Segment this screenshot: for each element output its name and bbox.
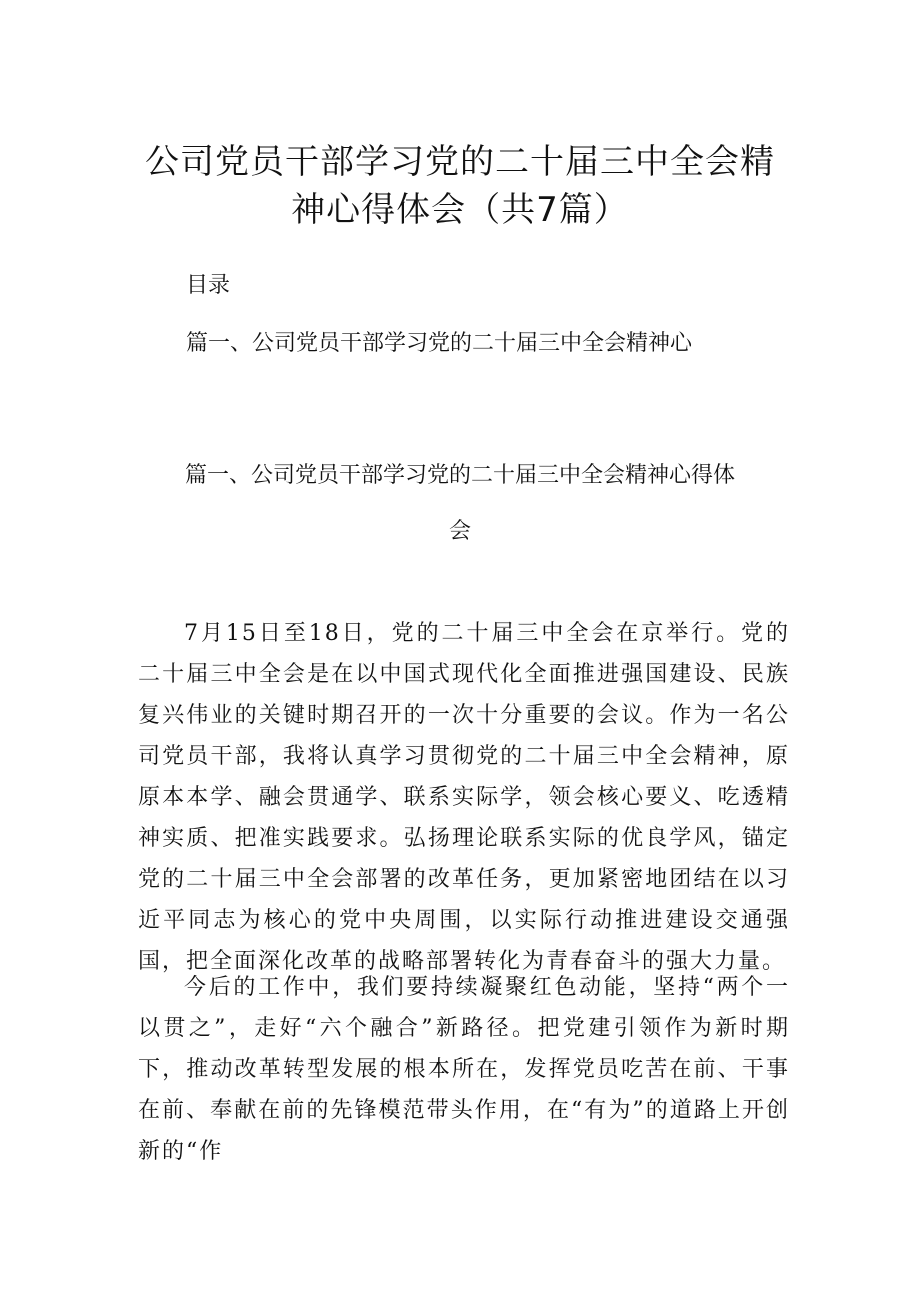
body-paragraph-2: 今后的工作中，我们要持续凝聚红色动能，坚持“两个一以贯之”，走好“六个融合”新路径。把党建引领作为新时期下，推动改革转型发展的根本所在，发挥党员吃苦在前、干事在前、奉献在前的先锋模范带头作用，在“有为”的道路上开创新的“作 [138,975,790,1164]
document-title-line-1: 公司党员干部学习党的二十届三中全会精 [145,142,775,182]
section-heading-line-1: 篇一、公司党员干部学习党的二十届三中全会精神心得体 [184,463,735,488]
document-title-line-2: 神心得体会（共7篇） [291,190,629,230]
body-paragraph-1: 7月15日至18日，党的二十届三中全会在京举行。党的二十届三中全会是在以中国式现代化全面推进强国建设、民族复兴伟业的关键时期召开的一次十分重要的会议。作为一名公司党员干部，我将认真学习贯彻党的二十届三中全会精神，原原本本学、融会贯通学、联系实际学，领会核心要义、吃透精神实质、把准实践要求。弘扬理论联系实际的优良学风，锚定党的二十届三中全会部署的改革任务，更加紧密地团结在以习近平同志为核心的党中央周围，以实际行动推进建设交通强国，把全面深化改革的战略部署转化为青春奋斗的强大力量。 [138,621,790,974]
section-heading-line-2: 会 [448,519,471,544]
toc-heading: 目录 [186,273,231,298]
toc-item-1[interactable]: 篇一、公司党员干部学习党的二十届三中全会精神心 [186,331,693,356]
